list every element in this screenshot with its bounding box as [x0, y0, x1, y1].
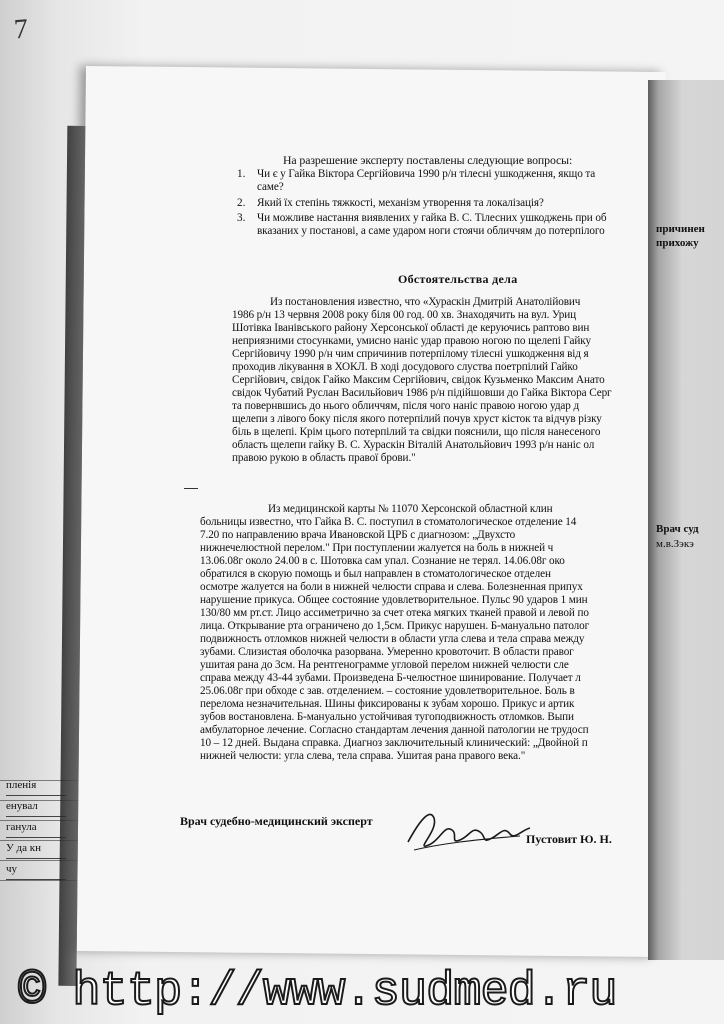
circumstances-line: Сергійович, свідок Гайко Максим Сергійович, свідок Кузьменко Максим Анато — [232, 374, 605, 386]
circumstances-line: 1986 р/н 13 червня 2008 року біля 00 год. 00 хв. Знаходячить на вул. Уриц — [232, 309, 577, 321]
circumstances-line: Сергійовичу 1990 р/н чим спричинив потерпілому тілесні ушкодження від я — [232, 348, 589, 360]
question-line: Чи можливе настання виявлених у гайка В. С. Тілесних ушкоджень при об — [257, 212, 607, 224]
overlay-text: причинен — [656, 223, 705, 235]
medical-line: перелома незначительная. Шины фиксированы к зубам хорошо. Прикус и артик — [200, 698, 575, 710]
left-fragment: ганула — [6, 817, 66, 838]
question-number: 3. — [237, 212, 246, 224]
circumstances-line: проходив лікування в ХОКЛ. В ході досудового слуства поетрпілий Гайко — [232, 361, 578, 373]
left-fragment: енувал — [6, 796, 66, 817]
overlay-text: прихожу — [656, 237, 699, 249]
medical-line: зубов востановлена. Б-мануально устойчивая тугоподвижность отломков. Выпи — [200, 711, 574, 723]
section-title: Обстоятельства дела — [398, 272, 518, 286]
medical-line: нижней челюсти: угла слева, тела справа. Ушитая рана правого века." — [200, 750, 526, 762]
copyright-watermark: © http://www.sudmed.ru — [18, 966, 617, 1019]
medical-line: осмотре жалуется на боли в нижней челюсти справа и слева. Болезненная припух — [200, 581, 583, 593]
margin-mark — [184, 488, 198, 489]
circumstances-line: область щелепи гайку В. С. Хураскін Віталій Анатольйович 1993 р/н наніс ол — [232, 439, 595, 451]
circumstances-line: правою рукою в область правої брови." — [232, 452, 416, 464]
overlay-text: м.в.Зэкэ — [656, 538, 694, 550]
medical-line: подвижность отломков нижней челюсти в области угла слева и тела справа между — [200, 633, 585, 645]
circumstances-line: щелепи з лівого боку після якого потерпілий почув хруст кісток та відчув різку — [232, 413, 602, 425]
medical-line: справа между 43-44 зубами. Произведена Б-челюстное шинирование. Получает л — [200, 672, 581, 684]
medical-line: ушитая рана до 3см. На рентгенограмме угловой перелом нижней челюсти сле — [200, 659, 569, 671]
question-line: Чи є у Гайка Віктора Сергійовича 1990 р/н тілесні ушкодження, якщо та — [257, 168, 596, 180]
overlapping-page — [648, 80, 724, 960]
expert-signature-label: Врач судебно-медицинский эксперт — [180, 814, 373, 828]
left-fragment: чу — [6, 859, 66, 880]
circumstances-line: Шотівка Іванівського району Херсонської області де керуючись раптово вин — [232, 322, 590, 334]
handwritten-signature — [400, 800, 540, 860]
circumstances-line: біль в щелепі. Крім цього потерпілий та свідки пояснили, що після нанесеного — [232, 426, 601, 438]
medical-line: зубами. Слизистая оболочка разорвана. Умеренно кровоточит. В области правог — [200, 646, 574, 658]
medical-line: лица. Открывание рта ограничено до 1,5см. Прикус нарушен. Б-мануально патолог — [200, 620, 590, 632]
question-line: вказаних у постанові, а саме ударом ноги стоячи обличчям до потерпілого — [257, 225, 605, 237]
overlay-text: Врач суд — [656, 523, 699, 535]
circumstances-line: свідок Чубатий Руслан Васильйович 1986 р/н підійшовши до Гайка Віктора Серг — [232, 387, 612, 399]
left-fragment: У да кн — [6, 838, 66, 859]
medical-line: 130/80 мм рт.ст. Лицо ассиметрично за счет отека мягких тканей правой и левой по — [200, 607, 589, 619]
question-number: 2. — [237, 197, 246, 209]
medical-line: 10 – 12 дней. Выдана справка. Диагноз заключительный клинический: „Двойной п — [200, 737, 588, 749]
medical-line: 7.20 по направлению врача Ивановской ЦРБ с диагнозом: „Двухсто — [200, 529, 516, 541]
medical-line: Из медицинской карты № 11070 Херсонской областной клин — [268, 503, 553, 515]
medical-line: нарушение прикуса. Общее состояние удовлетворительное. Пульс 90 ударов 1 мин — [200, 594, 588, 606]
question-line: саме? — [257, 181, 284, 193]
questions-intro: На разрешение эксперту поставлены следующие вопросы: — [283, 154, 573, 167]
medical-line: больницы известно, что Гайка В. С. поступил в стоматологическое отделение 14 — [200, 516, 577, 528]
left-fragment: пленія — [6, 775, 66, 796]
expert-name: Пустовит Ю. Н. — [526, 832, 612, 846]
question-line: Який їх степінь тяжкості, механізм утворення та локалізація? — [257, 197, 544, 209]
circumstances-line: та повернвшись до нього обличчям, після чого наніс правою ногою удар д — [232, 400, 580, 412]
medical-line: 25.06.08г при обходе с зав. отделением. – состояние удовлетворительное. Боль в — [200, 685, 575, 697]
medical-line: нижнечелюстной перелом." При поступлении жалуется на боль в нижней ч — [200, 542, 554, 554]
corner-page-mark: 7 — [12, 13, 30, 46]
medical-line: амбулаторное лечение. Согласно стандартам лечения данной патологии не трудосп — [200, 724, 589, 736]
question-number: 1. — [237, 168, 246, 180]
circumstances-line: Из постановления известно, что «Хураскін Дмитрій Анатолійович — [270, 296, 581, 308]
medical-line: обратился в скорую помощь и был направлен в стоматологическое отделен — [200, 568, 551, 580]
medical-line: 13.06.08г около 24.00 в с. Шотовка сам упал. Сознание не терял. 14.06.08г око — [200, 555, 565, 567]
circumstances-line: неприязними стосунками, умисно наніс удар правою ногою по щелепі Гайку — [232, 335, 591, 347]
